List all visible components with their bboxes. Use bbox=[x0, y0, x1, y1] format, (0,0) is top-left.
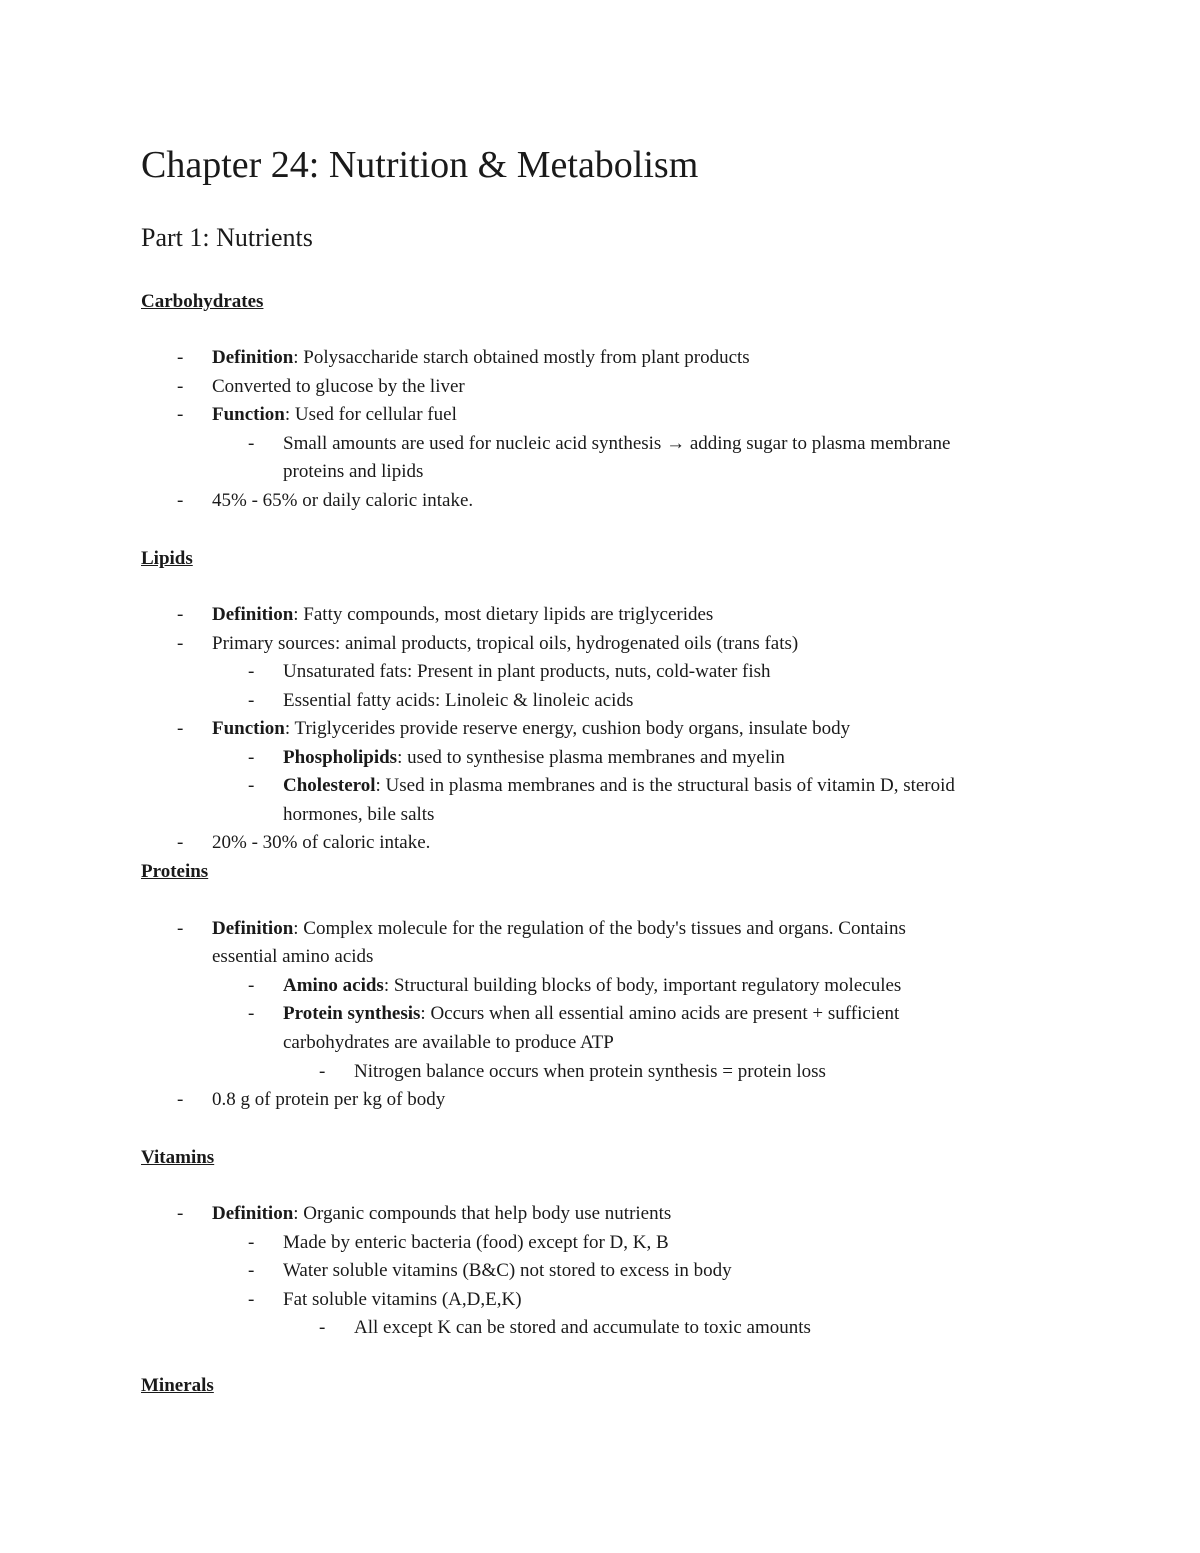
item-text: carbohydrates are available to produce ATP bbox=[283, 1032, 614, 1053]
list-item bbox=[177, 630, 799, 659]
bullet-dash: - bbox=[177, 718, 184, 739]
list-item-continuation bbox=[283, 801, 434, 830]
bullet-dash: - bbox=[177, 347, 184, 368]
item-text: proteins and lipids bbox=[283, 461, 424, 482]
section-heading-vitamins: Vitamins bbox=[141, 1147, 215, 1168]
term: Definition bbox=[212, 918, 294, 939]
list-item bbox=[177, 1200, 672, 1229]
item-text: 20% - 30% of caloric intake. bbox=[212, 832, 431, 853]
item-text: essential amino acids bbox=[212, 946, 374, 967]
section-heading-minerals: Minerals bbox=[141, 1375, 214, 1396]
bullet-dash: - bbox=[248, 661, 255, 682]
item-text: Essential fatty acids: Linoleic & linoleic acids bbox=[283, 690, 634, 711]
term: Function bbox=[212, 404, 285, 425]
part-heading: Part 1: Nutrients bbox=[141, 223, 313, 252]
item-text: Small amounts are used for nucleic acid synthesis → adding sugar to plasma membrane bbox=[283, 433, 951, 454]
item-text: : Structural building blocks of body, important regulatory molecules bbox=[383, 975, 902, 996]
term: Phospholipids bbox=[283, 747, 398, 768]
bullet-dash: - bbox=[177, 604, 184, 625]
list-item bbox=[248, 658, 771, 687]
list-item bbox=[177, 373, 465, 402]
term: Definition bbox=[212, 604, 294, 625]
bullet-dash: - bbox=[248, 1289, 255, 1310]
bullet-dash: - bbox=[177, 490, 184, 511]
item-text: All except K can be stored and accumulate to toxic amounts bbox=[354, 1317, 811, 1338]
bullet-dash: - bbox=[177, 1203, 184, 1224]
bullet-dash: - bbox=[248, 775, 255, 796]
section-heading-carbohydrates: Carbohydrates bbox=[141, 291, 264, 312]
bullet-dash: - bbox=[319, 1061, 326, 1082]
bullet-dash: - bbox=[248, 975, 255, 996]
item-text: Water soluble vitamins (B&C) not stored to excess in body bbox=[283, 1260, 732, 1281]
item-text: : Occurs when all essential amino acids are present + sufficient bbox=[420, 1003, 900, 1024]
page-title: Chapter 24: Nutrition & Metabolism bbox=[141, 144, 699, 186]
list-item bbox=[177, 601, 714, 630]
list-item bbox=[177, 344, 750, 373]
list-item bbox=[248, 1000, 900, 1029]
bullet-dash: - bbox=[177, 404, 184, 425]
item-text: : Triglycerides provide reserve energy, cushion body organs, insulate body bbox=[284, 718, 851, 739]
list-item bbox=[319, 1314, 811, 1343]
list-item-continuation bbox=[212, 943, 373, 972]
item-text: Unsaturated fats: Present in plant products, nuts, cold-water fish bbox=[283, 661, 771, 682]
bullet-dash: - bbox=[248, 1003, 255, 1024]
term: Cholesterol bbox=[283, 775, 376, 796]
list-item bbox=[248, 430, 951, 459]
term: Definition bbox=[212, 347, 294, 368]
list-item bbox=[177, 715, 851, 744]
item-text: : Used in plasma membranes and is the structural basis of vitamin D, steroid bbox=[375, 775, 955, 796]
bullet-dash: - bbox=[248, 747, 255, 768]
bullet-dash: - bbox=[248, 1260, 255, 1281]
bullet-dash: - bbox=[248, 1232, 255, 1253]
bullet-dash: - bbox=[177, 1089, 184, 1110]
list-item bbox=[248, 1286, 522, 1315]
bullet-dash: - bbox=[248, 690, 255, 711]
term: Function bbox=[212, 718, 285, 739]
list-item bbox=[248, 744, 785, 773]
item-text: Fat soluble vitamins (A,D,E,K) bbox=[283, 1289, 522, 1310]
list-item-continuation bbox=[283, 458, 423, 487]
bullet-dash: - bbox=[177, 376, 184, 397]
term: Amino acids bbox=[283, 975, 384, 996]
item-text: Primary sources: animal products, tropical oils, hydrogenated oils (trans fats) bbox=[212, 633, 799, 654]
list-item bbox=[248, 1257, 732, 1286]
item-text: Made by enteric bacteria (food) except for D, K, B bbox=[283, 1232, 669, 1253]
section-heading-proteins: Proteins bbox=[141, 861, 209, 882]
list-item bbox=[177, 487, 474, 516]
list-item bbox=[248, 772, 955, 801]
item-text: 45% - 65% or daily caloric intake. bbox=[212, 490, 474, 511]
list-item bbox=[177, 1086, 446, 1115]
item-text: Converted to glucose by the liver bbox=[212, 376, 465, 397]
item-text: : Used for cellular fuel bbox=[284, 404, 457, 425]
term: Definition bbox=[212, 1203, 294, 1224]
list-item bbox=[177, 401, 457, 430]
item-text: hormones, bile salts bbox=[283, 804, 435, 825]
list-item bbox=[177, 829, 431, 858]
item-text: : Polysaccharide starch obtained mostly from plant products bbox=[293, 347, 750, 368]
item-text: : Complex molecule for the regulation of the body's tissues and organs. Contains bbox=[293, 918, 906, 939]
item-text: Nitrogen balance occurs when protein synthesis = protein loss bbox=[354, 1061, 826, 1082]
bullet-dash: - bbox=[177, 918, 184, 939]
term: Protein synthesis bbox=[283, 1003, 421, 1024]
bullet-dash: - bbox=[319, 1317, 326, 1338]
list-item-continuation bbox=[283, 1029, 614, 1058]
bullet-dash: - bbox=[177, 633, 184, 654]
item-text: : Organic compounds that help body use nutrients bbox=[293, 1203, 672, 1224]
list-item bbox=[319, 1058, 826, 1087]
list-item bbox=[248, 687, 634, 716]
item-text: 0.8 g of protein per kg of body bbox=[212, 1089, 446, 1110]
section-heading-lipids: Lipids bbox=[141, 548, 193, 569]
bullet-dash: - bbox=[248, 433, 255, 454]
list-item bbox=[248, 1229, 669, 1258]
item-text: : used to synthesise plasma membranes and myelin bbox=[397, 747, 785, 768]
list-item bbox=[248, 972, 902, 1001]
bullet-dash: - bbox=[177, 832, 184, 853]
item-text: : Fatty compounds, most dietary lipids are triglycerides bbox=[293, 604, 714, 625]
list-item bbox=[177, 915, 906, 944]
